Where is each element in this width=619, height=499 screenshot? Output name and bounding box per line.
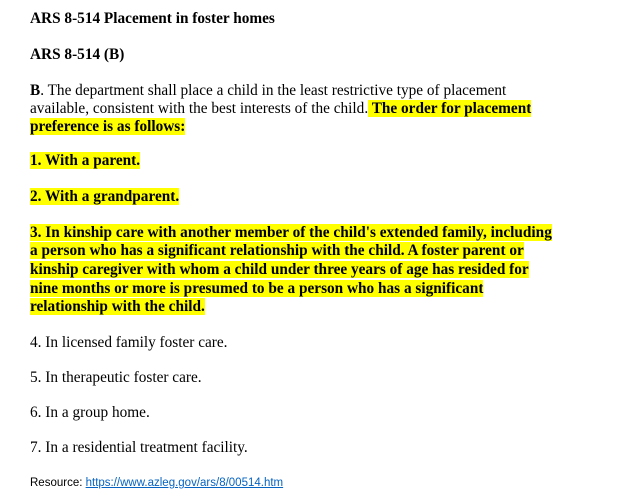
- list-item-2: [30, 188, 179, 206]
- list-item-6: 6. In a group home.: [30, 404, 150, 421]
- list-item-3-text: relationship with the child.: [30, 298, 205, 315]
- intro-line-3: [30, 118, 185, 136]
- list-item-3-text: 3. In kinship care with another member of the child's extended family, including: [30, 224, 552, 241]
- resource-link[interactable]: https://www.azleg.gov/ars/8/00514.htm: [85, 477, 284, 489]
- intro-highlight-3: preference is as follows:: [30, 118, 186, 135]
- list-item-3-text: nine months or more is presumed to be a person who has a significant: [30, 280, 484, 297]
- list-item-2-text: 2. With a grandparent.: [30, 188, 180, 205]
- section-letter: B: [30, 82, 41, 99]
- list-item-3-line-5: [30, 298, 205, 316]
- list-item-3-line-4: [30, 280, 483, 298]
- list-item-1: [30, 152, 140, 170]
- intro-line-2: [30, 100, 531, 118]
- resource-line: [30, 474, 283, 492]
- list-item-1-text: 1. With a parent.: [30, 152, 141, 169]
- list-item-5: 5. In therapeutic foster care.: [30, 369, 202, 386]
- list-item-3-line-1: [30, 224, 552, 242]
- list-item-3-line-3: [30, 261, 529, 279]
- intro-highlight-2: The order for placement: [368, 100, 532, 117]
- list-item-3-text: kinship caregiver with whom a child under three years of age has resided for: [30, 261, 529, 278]
- list-item-3-text: a person who has a significant relationship with the child. A foster parent or: [30, 242, 524, 259]
- intro-text-2: available, consistent with the best interests of the child.: [30, 100, 369, 117]
- document-title: ARS 8-514 Placement in foster homes: [30, 10, 275, 27]
- list-item-7: 7. In a residential treatment facility.: [30, 439, 248, 456]
- section-subtitle: ARS 8-514 (B): [30, 46, 125, 63]
- list-item-3-line-2: [30, 242, 524, 260]
- resource-label: Resource:: [30, 477, 86, 489]
- intro-text-1: . The department shall place a child in the least restrictive type of placement: [40, 82, 507, 99]
- intro-line-1: [30, 82, 506, 100]
- list-item-4: 4. In licensed family foster care.: [30, 334, 228, 351]
